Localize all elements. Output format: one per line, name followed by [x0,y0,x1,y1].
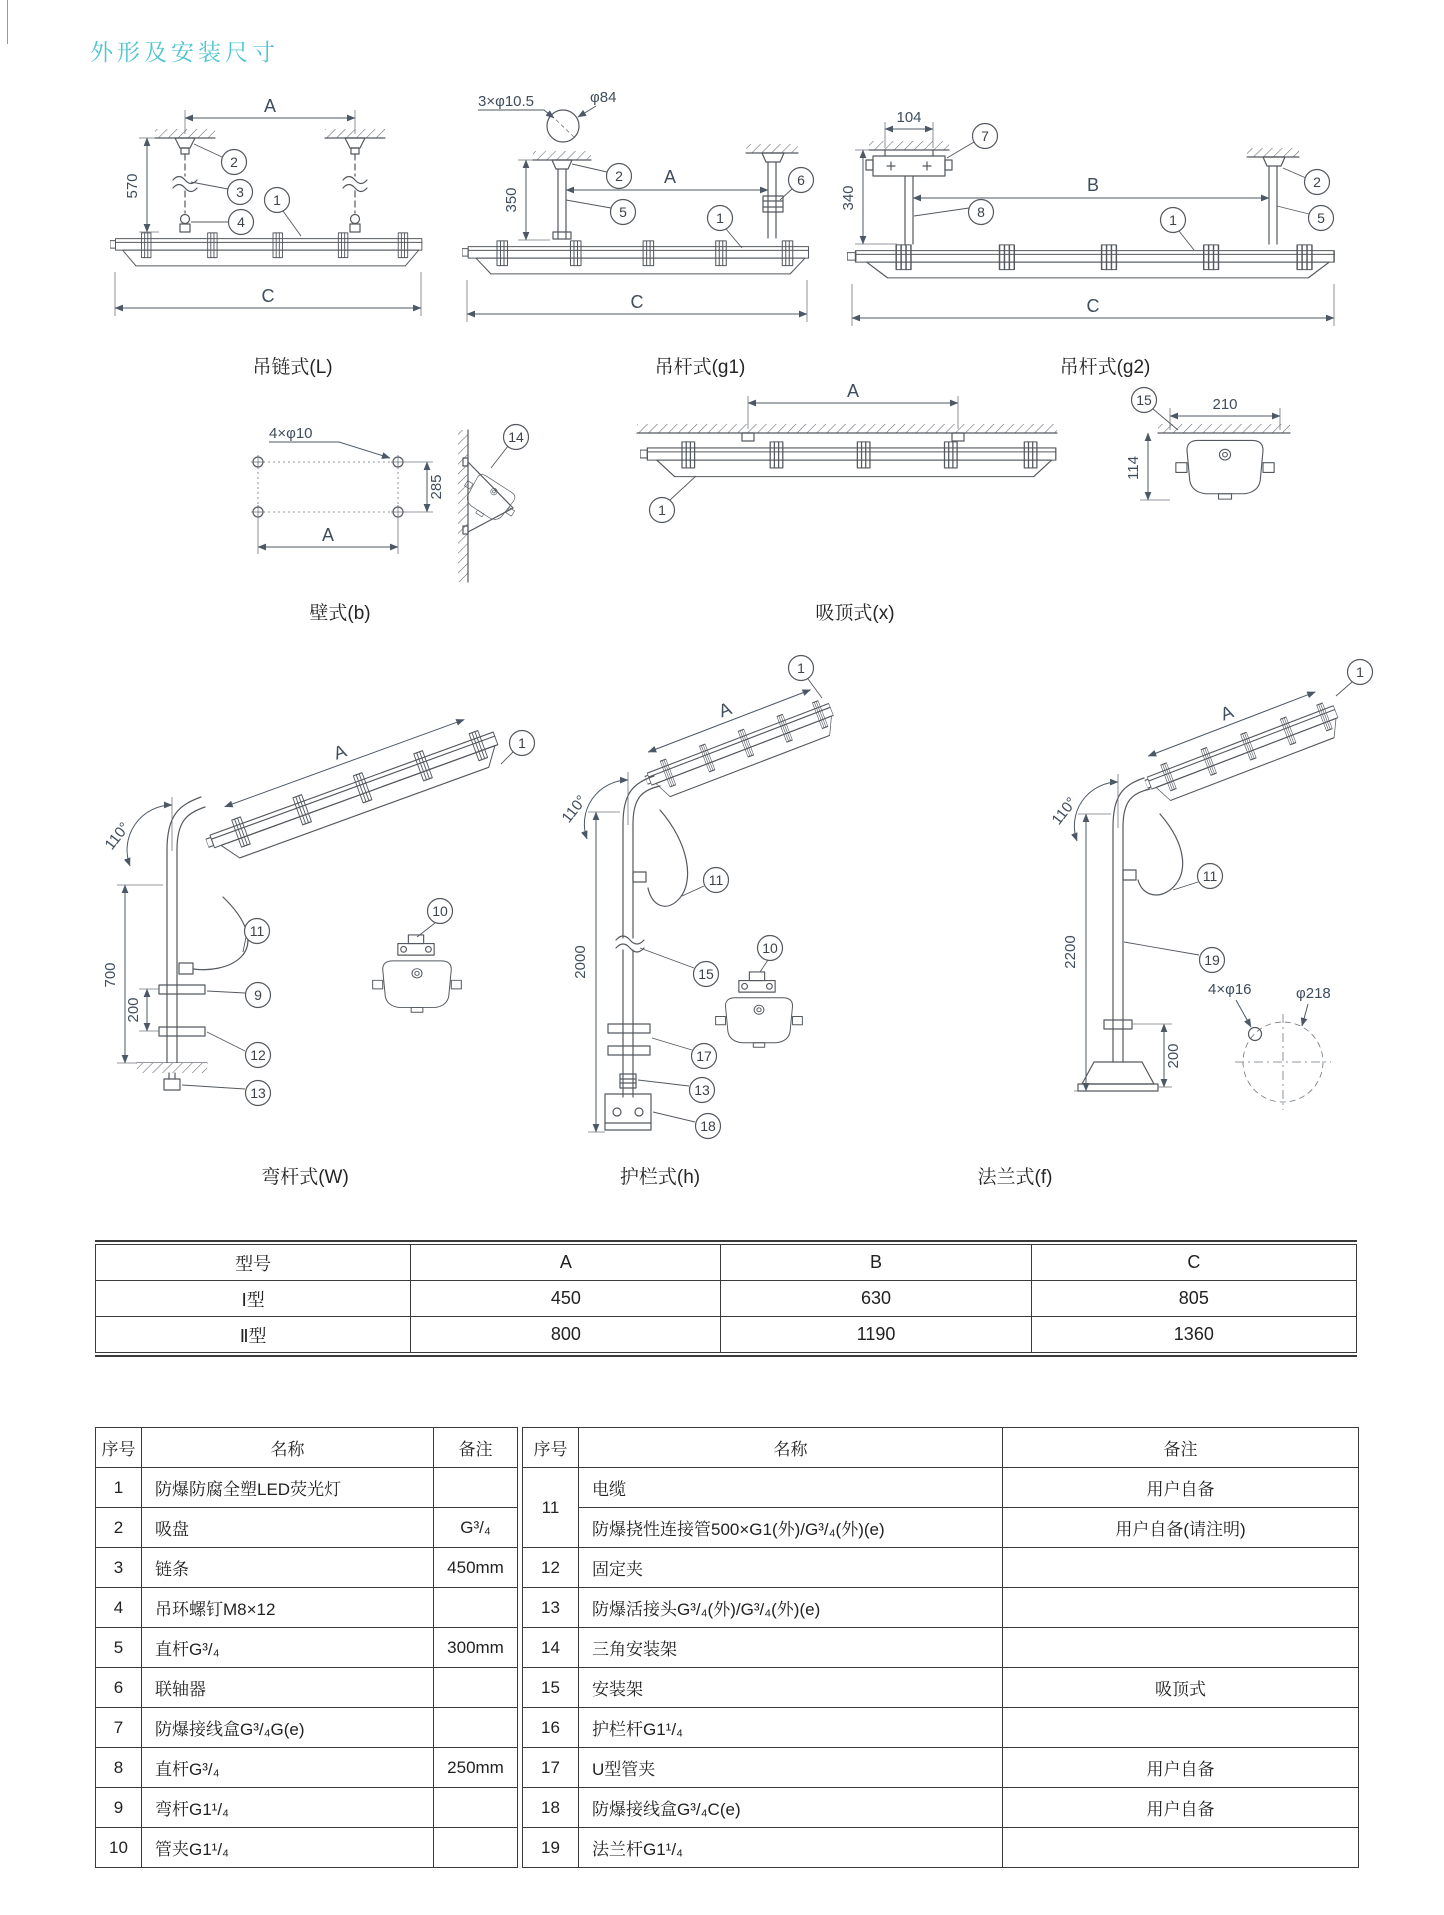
col-header-model: 型号 [96,1245,411,1281]
table-row [96,1548,518,1588]
coupler-icon [763,196,783,212]
cell: 19 [523,1828,579,1868]
dim-104: 104 [896,109,922,126]
svg-text:4: 4 [237,214,245,230]
u-clamp-icon [608,1024,650,1033]
cell: 805 [1031,1281,1356,1317]
table-row [96,1628,518,1668]
tilted-lamp [1129,667,1344,806]
dim-a: A [330,740,349,764]
cell: 1360 [1031,1317,1356,1353]
cell: 12 [523,1548,579,1588]
table-row [96,1317,1357,1353]
callout-2 [194,144,247,175]
lamp-end-view [373,961,462,1012]
dim-flange-dia: φ84 [590,89,617,106]
cell: 直杆G³/₄ [142,1628,434,1668]
cell: 7 [96,1708,142,1748]
cell: 管夹G1¹/₄ [142,1828,434,1868]
suction-cup-icon [175,138,365,154]
dim-200: 200 [125,997,142,1023]
svg-text:7: 7 [981,128,989,144]
cell: 5 [96,1628,142,1668]
caption-flange: 法兰式(f) [977,1167,1053,1188]
dim-210: 210 [1212,396,1238,413]
figure-chain-mount [95,92,440,347]
dim-570: 570 [124,173,141,199]
caption-guardrail: 护栏式(h) [619,1167,701,1188]
col-header-name: 名称 [142,1428,434,1468]
page-title: 外形及安装尺寸 [90,39,279,65]
svg-text:1: 1 [797,660,805,676]
callout-6 [780,168,814,201]
parts-list [95,1427,1357,1868]
cell: 吸顶式 [1003,1668,1359,1708]
svg-text:5: 5 [1317,210,1325,226]
figure-guardrail-mount [468,642,853,1190]
dim-a: A [321,525,335,545]
hose-fitting-icon [179,963,193,974]
callout-2 [572,164,632,189]
figure-wall-mount [183,422,548,594]
svg-text:11: 11 [249,923,265,939]
callout-15 [640,948,719,987]
cell: 用户自备 [1003,1788,1359,1828]
cell: 吊环螺钉M8×12 [142,1588,434,1628]
table-row [523,1468,1359,1508]
parts-table-left [95,1427,518,1868]
col-header-note: 备注 [1003,1428,1359,1468]
table-row [523,1708,1359,1748]
svg-text:15: 15 [1136,392,1152,408]
dim-angle: 110° [558,792,591,827]
dim-340: 340 [840,185,857,211]
svg-text:15: 15 [698,966,714,982]
cell: 2 [96,1508,142,1548]
cell-model-2: Ⅱ型 [96,1317,411,1353]
lamp-side-view [640,442,1056,477]
dim-200: 200 [1165,1043,1182,1069]
cell: 防爆活接头G³/₄(外)/G³/₄(外)(e) [579,1588,1003,1628]
dim-114: 114 [1125,456,1142,480]
triangle-bracket-icon [463,458,513,534]
dim-700: 700 [102,962,119,988]
callout-10 [758,936,783,973]
cell: 1190 [721,1317,1031,1353]
cell [1003,1708,1359,1748]
lamp-side-view [847,245,1334,278]
callout-19 [1124,942,1225,973]
callout-15 [1132,388,1179,431]
col-header-name: 名称 [579,1428,1003,1468]
callout-18 [653,1112,721,1139]
table-row [96,1828,518,1868]
svg-text:17: 17 [696,1048,712,1064]
table-row [96,1468,518,1508]
cell: 9 [96,1788,142,1828]
pole-clamp-icon [159,985,205,994]
lamp-side-view [110,233,422,266]
flexible-hose-icon [193,897,248,970]
cell: 防爆接线盒G³/₄G(e) [142,1708,434,1748]
svg-text:1: 1 [518,735,526,751]
svg-text:1: 1 [658,502,666,518]
cell: 250mm [434,1748,518,1788]
dimension-table [95,1244,1357,1353]
u-clamp-icon [608,1046,650,1055]
svg-text:5: 5 [619,204,627,220]
cell: 630 [721,1281,1031,1317]
callout-13 [182,1081,271,1106]
cell [434,1828,518,1868]
svg-text:13: 13 [250,1085,266,1101]
cell: 链条 [142,1548,434,1588]
cell: 三角安装架 [579,1628,1003,1668]
cell: 800 [411,1317,721,1353]
table-row [523,1628,1359,1668]
callout-11 [682,868,729,897]
col-header-c: C [1031,1245,1356,1281]
callout-1 [265,188,302,237]
dim-2200: 2200 [1062,935,1079,969]
cell: 3 [96,1548,142,1588]
caption-rod-mount-g1: 吊杆式(g1) [654,357,746,378]
figure-flange-mount [828,642,1390,1190]
table-row [96,1668,518,1708]
callout-1 [708,206,743,249]
cell: 1 [96,1468,142,1508]
svg-text:11: 11 [708,872,724,888]
cell [1003,1588,1359,1628]
caption-chain-mount: 吊链式(L) [252,357,333,378]
svg-text:10: 10 [762,940,778,956]
flange-base-icon [1082,1062,1154,1084]
svg-text:19: 19 [1204,952,1220,968]
parts-header-row [523,1428,1359,1468]
table-row [96,1508,518,1548]
tilted-lamp [629,665,839,803]
callout-2 [1283,168,1330,195]
caption-bent-pole: 弯杆式(W) [261,1167,349,1188]
cell: 4 [96,1588,142,1628]
table-row [523,1588,1359,1628]
table-row [523,1828,1359,1868]
callout-13 [638,1078,715,1103]
table-row [523,1788,1359,1828]
cell: 450 [411,1281,721,1317]
svg-text:12: 12 [250,1047,266,1063]
callout-1 [1336,660,1373,697]
cell: 16 [523,1708,579,1748]
cell [434,1468,518,1508]
callout-10 [417,899,453,938]
callout-1 [1161,208,1195,251]
table-row [96,1588,518,1628]
table-row [96,1708,518,1748]
dim-a: A [1217,701,1237,725]
cell: U型管夹 [579,1748,1003,1788]
dim-350: 350 [503,187,520,213]
cell: 15 [523,1668,579,1708]
svg-text:13: 13 [694,1082,710,1098]
cell [434,1788,518,1828]
cell: 电缆 [579,1468,1003,1508]
pipe-connector-icon [164,1079,180,1090]
cell: 安装架 [579,1668,1003,1708]
dimension-table-header-row [96,1245,1357,1281]
cell: 10 [96,1828,142,1868]
pipe-clamp-icon [739,972,775,992]
cell: 用户自备 [1003,1468,1359,1508]
col-header-no: 序号 [96,1428,142,1468]
callout-5 [1277,206,1334,231]
table-row [523,1748,1359,1788]
svg-text:14: 14 [508,429,524,445]
cell: 联轴器 [142,1668,434,1708]
cell [434,1708,518,1748]
lamp-end-view [716,998,803,1048]
dim-c: C [261,286,275,306]
table-row [523,1508,1359,1548]
cell: 14 [523,1628,579,1668]
parts-header-row [96,1428,518,1468]
cell: 用户自备 [1003,1748,1359,1788]
svg-text:2: 2 [1313,174,1321,190]
dim-bolt-holes: 4×φ10 [269,425,313,442]
table-row [523,1548,1359,1588]
cell: 18 [523,1788,579,1828]
dim-b: B [1086,175,1100,195]
callout-12 [207,1032,271,1068]
flexible-hose-icon [1138,814,1183,895]
svg-text:2: 2 [230,154,238,170]
callout-4 [191,210,254,235]
cell: 6 [96,1668,142,1708]
svg-text:3: 3 [236,184,244,200]
junction-box-icon [605,1094,651,1130]
dim-a: A [263,96,277,116]
cell: 防爆防腐全塑LED荧光灯 [142,1468,434,1508]
cell: 17 [523,1748,579,1788]
svg-text:1: 1 [716,210,724,226]
col-header-b: B [721,1245,1031,1281]
pole-collar-icon [1104,1020,1132,1029]
cell: 直杆G³/₄ [142,1748,434,1788]
flexible-hose-icon [648,810,688,906]
caption-wall-mount: 壁式(b) [309,603,371,624]
svg-text:10: 10 [432,903,448,919]
lamp-end-view [1176,440,1274,499]
bolt-hole-icon [251,455,405,519]
cell: 弯杆G1¹/₄ [142,1788,434,1828]
figure-rod-mount-g1 [450,88,825,347]
cell [434,1668,518,1708]
cell [1003,1628,1359,1668]
dim-angle: 110° [101,819,134,854]
figure-ceiling-mount [612,380,1327,545]
page-edge-mark [7,0,8,44]
svg-text:1: 1 [1169,212,1177,228]
svg-text:18: 18 [700,1118,716,1134]
dim-c: C [630,292,644,312]
callout-5 [566,200,636,225]
svg-text:6: 6 [797,172,805,188]
cell: 8 [96,1748,142,1788]
pole-clamp-icon [159,1027,205,1036]
callout-17 [652,1038,717,1069]
col-header-note: 备注 [434,1428,518,1468]
svg-text:2: 2 [615,168,623,184]
dim-bolt-holes: 3×φ10.5 [478,93,535,110]
svg-text:1: 1 [273,192,281,208]
callout-9 [207,983,271,1008]
caption-ceiling-mount: 吸顶式(x) [815,603,895,624]
cell: 防爆挠性连接管500×G1(外)/G³/₄(外)(e) [579,1508,1003,1548]
svg-text:11: 11 [1202,868,1218,884]
col-header-a: A [411,1245,721,1281]
cell: 护栏杆G1¹/₄ [579,1708,1003,1748]
cell [1003,1828,1359,1868]
table-row [96,1748,518,1788]
cell: 吸盘 [142,1508,434,1548]
col-header-no: 序号 [523,1428,579,1468]
cell: 300mm [434,1628,518,1668]
cell: 11 [523,1468,579,1548]
cell: 法兰杆G1¹/₄ [579,1828,1003,1868]
dim-2000: 2000 [572,945,589,979]
hose-fitting-icon [1123,870,1136,880]
dim-bolt-holes: 4×φ16 [1208,981,1252,998]
dim-a: A [846,381,860,401]
dim-285: 285 [428,474,445,500]
table-row [523,1668,1359,1708]
lamp-side-view [462,241,809,274]
pipe-break-icon [616,936,644,944]
callout-8 [914,200,994,225]
cell: G³/₄ [434,1508,518,1548]
figure-rod-mount-g2 [833,92,1353,347]
dim-c: C [1086,296,1100,316]
table-row [96,1788,518,1828]
cell: 450mm [434,1548,518,1588]
cell: 用户自备(请注明) [1003,1508,1359,1548]
cell-model-1: Ⅰ型 [96,1281,411,1317]
pipe-clamp-icon [398,935,434,955]
dim-bolt-circle-dia: φ218 [1296,985,1331,1002]
callout-3 [191,180,253,205]
parts-table-right [522,1427,1359,1868]
dim-a: A [663,167,677,187]
cell: 固定夹 [579,1548,1003,1588]
cell [434,1588,518,1628]
dim-angle: 110° [1048,794,1081,829]
caption-rod-mount-g2: 吊杆式(g2) [1059,357,1151,378]
callout-1 [650,476,697,523]
junction-box-icon [873,156,945,176]
cell [1003,1548,1359,1588]
cell: 13 [523,1588,579,1628]
tilted-lamp [190,691,504,867]
dim-a: A [715,698,735,722]
svg-text:9: 9 [254,987,262,1003]
table-row [96,1281,1357,1317]
svg-text:1: 1 [1356,664,1364,680]
svg-text:8: 8 [977,204,985,220]
callout-7 [947,124,998,159]
callout-14 [491,425,529,469]
cell: 防爆接线盒G³/₄C(e) [579,1788,1003,1828]
hose-fitting-icon [633,872,646,882]
dimension-table-wrap [95,1240,1357,1357]
